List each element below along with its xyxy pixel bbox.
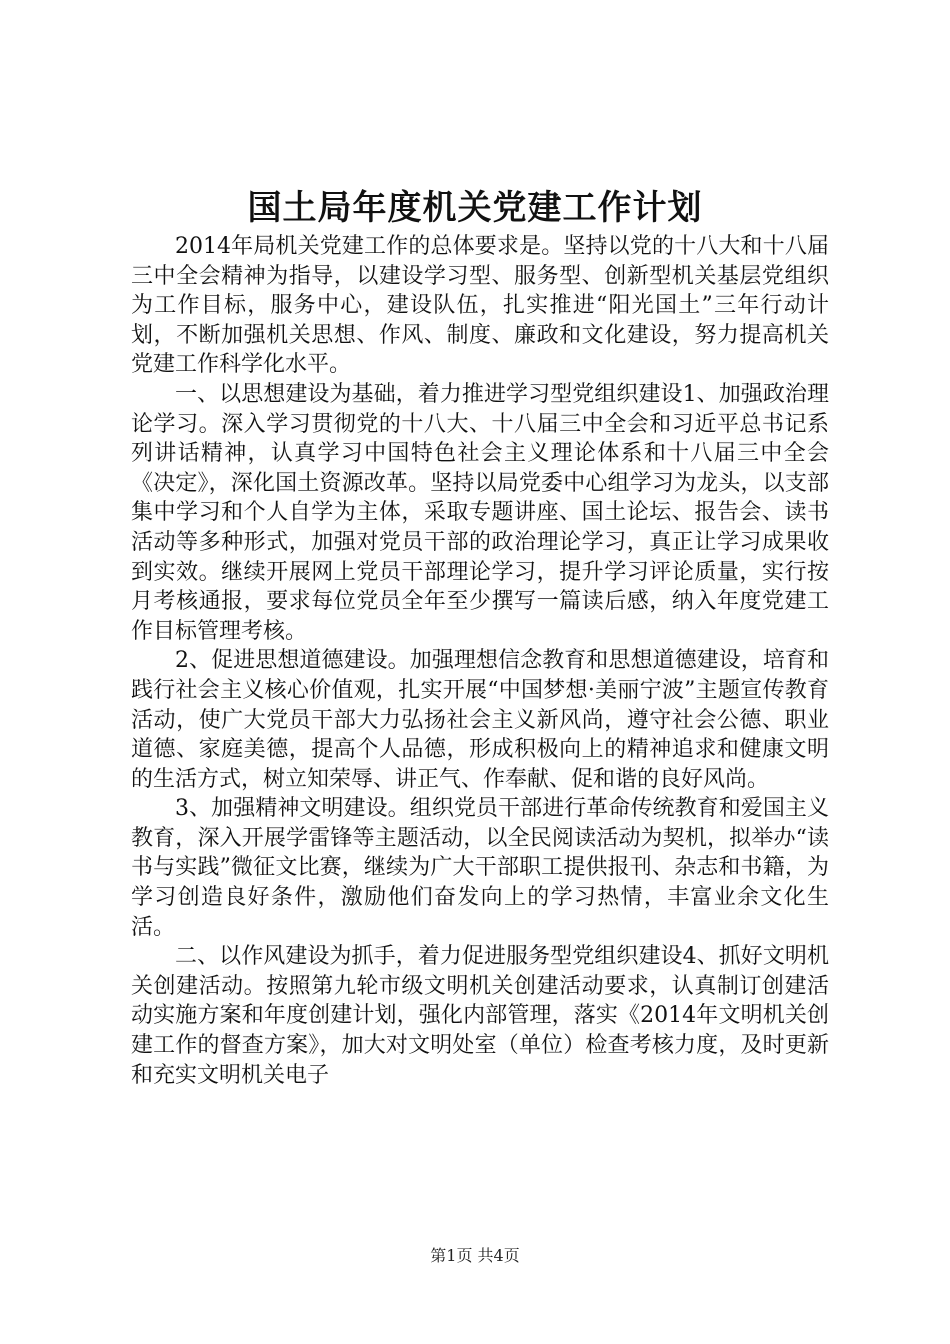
paragraph-item-3: 3、加强精神文明建设。组织党员干部进行革命传统教育和爱国主义教育，深入开展学雷锋等主题活动，以全民阅读活动为契机，拟举办“读书与实践”微征文比赛，继续为广大干部职工提供报刊、杂志和书籍，为学习创造良好条件，激励他们奋发向上的学习热情，丰富业余文化生活。 xyxy=(131,796,829,940)
page-number-footer: 第1页 共4页 xyxy=(430,1246,520,1265)
document-title: 国土局年度机关党建工作计划 xyxy=(247,188,703,228)
paragraph-section-1: 一、以思想建设为基础，着力推进学习型党组织建设1、加强政治理论学习。深入学习贯彻党的十八大、十八届三中全会和习近平总书记系列讲话精神，认真学习中国特色社会主义理论体系和十八届三中全会《决定》，深化国土资源改革。坚持以局党委中心组学习为龙头，以支部集中学习和个人自学为主体，采取专题讲座、国土论坛、报告会、读书活动等多种形式，加强对党员干部的政治理论学习，真正让学习成果收到实效。继续开展网上党员干部理论学习，提升学习评论质量，实行按月考核通报，要求每位党员全年至少撰写一篇读后感，纳入年度党建工作目标管理考核。 xyxy=(131,381,829,644)
paragraph-intro: 2014年局机关党建工作的总体要求是。坚持以党的十八大和十八届三中全会精神为指导，以建设学习型、服务型、创新型机关基层党组织为工作目标，服务中心，建设队伍，扎实推进“阳光国土”三年行动计划，不断加强机关思想、作风、制度、廉政和文化建设，努力提高机关党建工作科学化水平。 xyxy=(131,234,829,378)
paragraph-item-2: 2、促进思想道德建设。加强理想信念教育和思想道德建设，培育和践行社会主义核心价值观，扎实开展“中国梦想·美丽宁波”主题宣传教育活动，使广大党员干部大力弘扬社会主义新风尚，遵守社会公德、职业道德、家庭美德，提高个人品德，形成积极向上的精神追求和健康文明的生活方式，树立知荣辱、讲正气、作奉献、促和谐的良好风尚。 xyxy=(131,648,829,792)
paragraph-section-2: 二、以作风建设为抓手，着力促进服务型党组织建设4、抓好文明机关创建活动。按照第九轮市级文明机关创建活动要求，认真制订创建活动实施方案和年度创建计划，强化内部管理，落实《2014年文明机关创建工作的督查方案》，加大对文明处室（单位）检查考核力度，及时更新和充实文明机关电子 xyxy=(131,944,829,1088)
document-body xyxy=(131,232,829,1090)
